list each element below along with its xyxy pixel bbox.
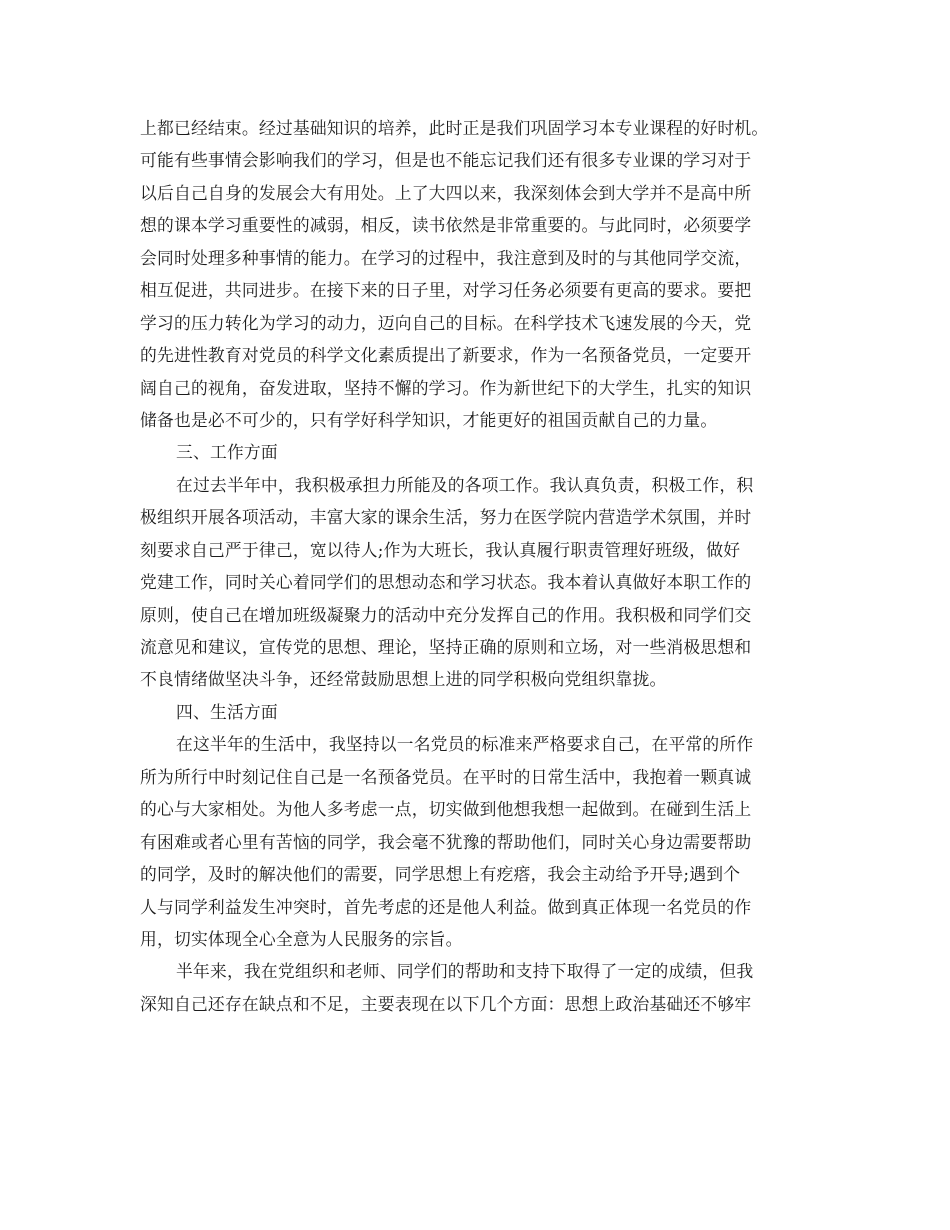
text-line: 在过去半年中，我积极承担力所能及的各项工作。我认真负责，积极工作，积	[176, 474, 754, 495]
text-line: 党建工作，同时关心着同学们的思想动态和学习状态。我本着认真做好本职工作的	[140, 572, 752, 593]
text-line: 流意见和建议，宣传党的思想、理论，坚持正确的原则和立场，对一些消极思想和	[140, 637, 752, 657]
text-line: 深知自己还存在缺点和不足，主要表现在以下几个方面：思想上政治基础还不够牢	[140, 993, 752, 1014]
text-line: 储备也是必不可少的，只有学好科学知识，才能更好的祖国贡献自己的力量。	[140, 409, 718, 430]
text-line: 半年来，我在党组织和老师、同学们的帮助和支持下取得了一定的成绩，但我	[176, 961, 754, 982]
text-line: 的先进性教育对党员的科学文化素质提出了新要求，作为一名预备党员，一定要开	[140, 345, 752, 366]
text-line: 极组织开展各项活动，丰富大家的课余生活，努力在医学院内营造学术氛围，并时	[140, 507, 752, 528]
text-line: 三、工作方面	[176, 442, 278, 463]
text-line: 上都已经结束。经过基础知识的培养，此时正是我们巩固学习本专业课程的好时机。	[140, 118, 769, 138]
text-line: 阔自己的视角，奋发进取，坚持不懈的学习。作为新世纪下的大学生，扎实的知识	[140, 377, 752, 398]
text-line: 原则，使自己在增加班级凝聚力的活动中充分发挥自己的作用。我积极和同学们交	[140, 604, 752, 625]
text-line: 相互促进，共同进步。在接下来的日子里，对学习任务必须要有更高的要求。要把	[140, 280, 752, 301]
body-text	[140, 112, 830, 1020]
text-line: 可能有些事情会影响我们的学习，但是也不能忘记我们还有很多专业课的学习对于	[140, 150, 752, 171]
text-line: 的心与大家相处。为他人多考虑一点，切实做到他想我想一起做到。在碰到生活上	[140, 799, 752, 820]
text-line: 所为所行中时刻记住自己是一名预备党员。在平时的日常生活中，我抱着一颗真诚	[140, 766, 752, 787]
text-line: 用，切实体现全心全意为人民服务的宗旨。	[140, 928, 463, 949]
text-line: 在这半年的生活中，我坚持以一名党员的标准来严格要求自己，在平常的所作	[176, 734, 754, 755]
text-line: 刻要求自己严于律己，宽以待人;作为大班长，我认真履行职责管理好班级，做好	[140, 539, 741, 560]
text-line: 有困难或者心里有苦恼的同学，我会毫不犹豫的帮助他们，同时关心身边需要帮助	[140, 831, 752, 852]
text-line: 不良情绪做坚决斗争，还经常鼓励思想上进的同学积极向党组织靠拢。	[140, 669, 667, 690]
text-line: 的同学，及时的解决他们的需要，同学思想上有疙瘩，我会主动给予开导;遇到个	[140, 864, 741, 885]
text-line: 学习的压力转化为学习的动力，迈向自己的目标。在科学技术飞速发展的今天，党	[140, 312, 752, 333]
text-line: 人与同学利益发生冲突时，首先考虑的还是他人利益。做到真正体现一名党员的作	[140, 896, 752, 917]
text-line: 会同时处理多种事情的能力。在学习的过程中，我注意到及时的与其他同学交流，	[140, 247, 752, 268]
text-line: 四、生活方面	[176, 701, 278, 722]
text-line: 想的课本学习重要性的减弱，相反，读书依然是非常重要的。与此同时，必须要学	[140, 215, 752, 236]
text-line: 以后自己自身的发展会大有用处。上了大四以来，我深刻体会到大学并不是高中所	[140, 182, 752, 203]
